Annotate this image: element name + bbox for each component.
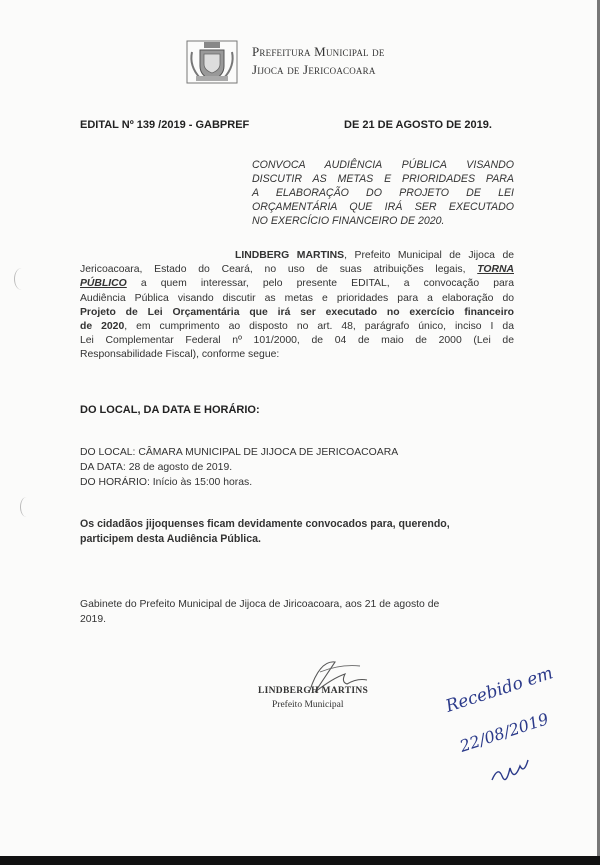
summary-line: DISCUTIR AS METAS E PRIORIDADES PARA <box>252 173 514 185</box>
summary-line: NO EXERCÍCIO FINANCEIRO DE 2020. <box>252 215 445 227</box>
body-line: Responsabilidade Fiscal), conforme segue: <box>80 349 280 361</box>
body-line: Audiência Pública visando discutir as metas e prioridades para a elaboração do <box>80 292 514 304</box>
main-paragraph <box>80 249 514 363</box>
closing-line-1: Gabinete do Prefeito Municipal de Jijoca de Jiricoacoara, aos 21 de agosto de <box>80 599 440 610</box>
body-line: LINDBERG MARTINS, Prefeito Municipal de Jijoca de <box>235 250 515 261</box>
event-details <box>80 445 398 490</box>
section-heading: DO LOCAL, DA DATA E HORÁRIO: <box>80 404 260 416</box>
body-line: Projeto de Lei Orçamentária que irá ser executado no exercício financeiro <box>80 306 514 318</box>
header-line-2: Jijoca de Jericoacoara <box>252 62 376 77</box>
event-date: DA DATA: 28 de agosto de 2019. <box>80 462 233 473</box>
handwritten-receipt-note <box>440 660 580 790</box>
body-line: Lei Complementar Federal nº 101/2000, de 04 de maio de 2000 (Lei de <box>80 335 514 347</box>
summary-line: CONVOCA AUDIÊNCIA PÚBLICA VISANDO <box>252 159 514 171</box>
municipality-name <box>252 44 385 77</box>
closing-line-2: 2019. <box>80 613 107 625</box>
handwritten-line-2: 22/08/2019 <box>457 709 551 756</box>
body-line: de 2020, em cumprimento ao disposto no art. 48, parágrafo único, inciso I da <box>80 321 514 333</box>
summary-line: A ELABORAÇÃO DO PROJETO DE LEI <box>252 187 514 199</box>
publico-text: PÚBLICO <box>80 278 127 290</box>
initials-scribble-icon <box>492 760 528 780</box>
event-location: DO LOCAL: CÂMARA MUNICIPAL DE JIJOCA DE JERICOACOARA <box>80 447 399 458</box>
summary-line: ORÇAMENTÁRIA QUE IRÁ SER EXECUTADO <box>252 201 514 213</box>
citizens-line-2: participem desta Audiência Pública. <box>80 532 261 545</box>
header-line-1: Prefeitura Municipal de <box>252 44 385 59</box>
signatory-role: Prefeito Municipal <box>272 700 344 710</box>
body-line: Jericoacoara, Estado do Ceará, no uso de suas atribuições legais, TORNA <box>80 264 514 276</box>
edital-number: EDITAL Nº 139 /2019 - GABPREF <box>80 119 250 131</box>
punch-hole-mark <box>20 497 33 517</box>
handwritten-line-1: Recebido em <box>443 663 556 717</box>
punch-hole-mark <box>14 268 29 290</box>
scan-bottom-edge <box>0 856 600 865</box>
municipal-crest-icon <box>186 40 238 84</box>
edital-date: DE 21 DE AGOSTO DE 2019. <box>344 119 492 131</box>
closing-statement <box>80 598 514 627</box>
signatory-name: LINDBERGH MARTINS <box>258 686 369 696</box>
citizens-line-1: Os cidadãos jijoquenses ficam devidamente convocados para, querendo, <box>80 518 450 530</box>
edital-summary <box>252 158 514 228</box>
mayor-name: LINDBERG MARTINS <box>235 250 345 261</box>
body-line: PÚBLICO a quem interessar, pelo presente EDITAL, a convocação para <box>80 278 514 290</box>
torna-text: TORNA <box>477 264 514 276</box>
event-time: DO HORÁRIO: Início às 15:00 horas. <box>80 477 253 488</box>
citizens-notice <box>80 517 514 546</box>
